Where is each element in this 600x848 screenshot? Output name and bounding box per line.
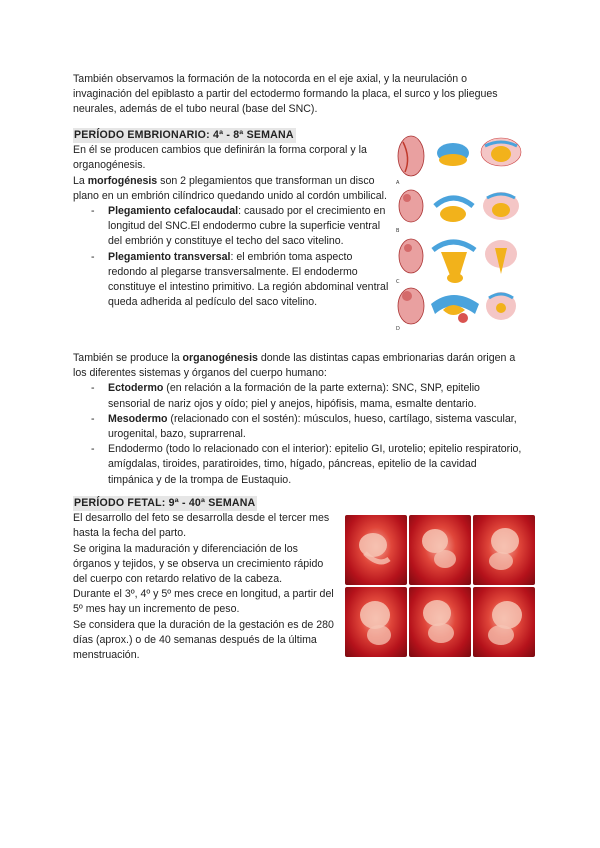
section-embrionario	[73, 128, 393, 310]
embryo-folding-diagram	[393, 128, 533, 333]
list-item: - Mesodermo (relacionado con el sostén): músculos, hueso, cartílago, sistema vascular, urogenital, bazo, suprarrenal.	[91, 412, 523, 442]
fetus-photo	[409, 515, 471, 585]
organogenesis-paragraph: También se produce la organogénesis donde las distintas capas embrionarias darán origen a los diferentes sistemas y órganos del cuerpo humano:	[73, 352, 516, 380]
list-item: - Endodermo (todo lo relacionado con el interior): epitelio GI, urotelio; epitelio respiratorio, amígdalas, tiroides, paratiroides, timo, hígado, páncreas, epitelio de la cavidad timpánica y de la trompa de Eustaquio.	[91, 442, 523, 488]
fetus-photo	[345, 587, 407, 657]
list-item: - Plegamiento cefalocaudal: causado por el crecimiento en longitud del SNC.El endodermo cubre la superficie ventral del embrión y constituye el techo del saco vitelino.	[91, 204, 393, 250]
list-item: - Plegamiento transversal: el embrión toma aspecto redondo al plegarse transversalmente. El endodermo constituye el intestino primitivo. La región abdominal ventral queda adherida al pedículo del saco vitelino.	[91, 250, 393, 311]
embrionario-paragraph-1: En él se producen cambios que definirán la forma corporal y la organogénesis.	[73, 144, 367, 172]
section-heading-fetal: PERÍODO FETAL: 9ª - 40ª SEMANA	[73, 496, 257, 511]
intro-paragraph: También observamos la formación de la notocorda en el eje axial, y la neurulación o invaginación del epiblasto a partir del ectodermo formando la placa, el surco y los pliegues neurales, además de el tubo neural (base del SNC).	[73, 73, 498, 116]
figure-label-c: C	[396, 279, 400, 285]
list-item: - Ectodermo (en relación a la formación de la parte externa): SNC, SNP, epitelio sensorial de nariz ojos y oído; piel y anejos, hipófisis, mama, esmalte dentario.	[91, 381, 523, 411]
section-organogenesis	[73, 351, 523, 488]
figure-label-b: B	[396, 228, 400, 234]
figure-label-d: D	[396, 326, 400, 332]
fetal-photos-grid	[345, 515, 535, 657]
fetal-paragraph-3: Durante el 3º, 4º y 5º mes crece en longitud, a partir del 5º mes hay un incremento de peso.	[73, 588, 334, 616]
plegamientos-list	[91, 204, 393, 310]
section-heading-embrionario: PERÍODO EMBRIONARIO: 4ª - 8ª SEMANA	[73, 128, 296, 143]
term-organogenesis: organogénesis	[182, 352, 258, 364]
fetal-paragraph-1: El desarrollo del feto se desarrolla desde el tercer mes hasta la fecha del parto.	[73, 512, 330, 540]
embrionario-paragraph-2: La morfogénesis son 2 plegamientos que transforman un disco plano en un embrión cilíndrico quedando unido al cordón umbilical.	[73, 174, 387, 202]
section-fetal	[73, 496, 337, 663]
fetal-paragraph-2: Se origina la maduración y diferenciación de los órganos y tejidos, y se observa un crecimiento rápido del cuerpo con retardo relativo de la cabeza.	[73, 542, 324, 586]
figure-label-a: A	[396, 180, 400, 186]
fetus-photo	[473, 587, 535, 657]
term-morfogenesis: morfogénesis	[87, 174, 158, 187]
fetus-photo	[409, 587, 471, 657]
germ-layers-list	[91, 381, 523, 487]
fetus-photo	[345, 515, 407, 585]
embryo-folding-figure	[393, 128, 533, 333]
fetus-photo	[473, 515, 535, 585]
fetal-paragraph-4: Se considera que la duración de la gestación es de 280 días (aprox.) o de 40 semanas después de la última menstruación.	[73, 618, 334, 662]
